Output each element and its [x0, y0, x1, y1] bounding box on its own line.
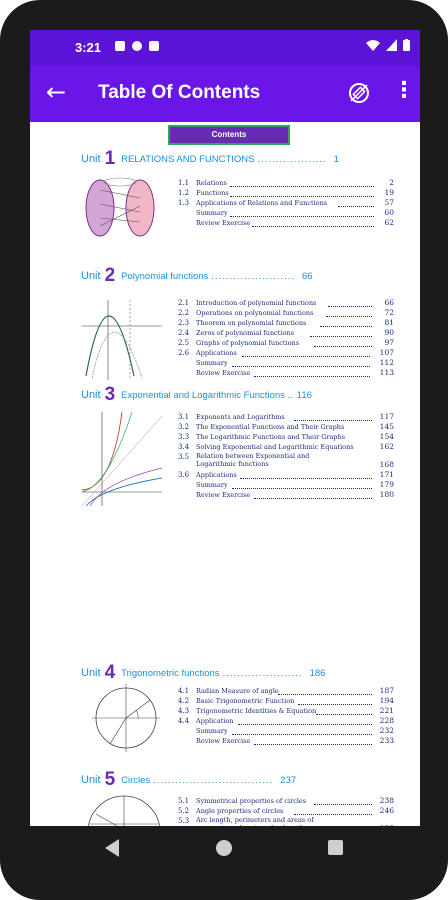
section-page: 145	[379, 422, 394, 431]
dot-leader	[254, 375, 370, 377]
section-page: 90	[384, 328, 394, 337]
section-number: 3.1	[178, 413, 190, 421]
notification-icon	[132, 41, 142, 51]
section-title: Review Exercise	[196, 219, 251, 227]
dot-leader	[314, 803, 372, 805]
section-page: 232	[379, 726, 394, 735]
document-page	[50, 122, 420, 826]
sd-card-icon	[149, 41, 159, 51]
section-title: Applications	[196, 471, 237, 479]
unit-heading	[81, 265, 313, 287]
section-number: 5.3	[178, 817, 190, 825]
section-title: Theorem on polynomial functions	[196, 319, 307, 327]
dot-leader	[298, 703, 372, 705]
unit-page: 186	[309, 668, 326, 679]
section-title: Angle properties of circles	[196, 807, 284, 815]
unit-word: Unit	[81, 270, 101, 282]
section-page: 72	[384, 308, 394, 317]
unit-word: Unit	[81, 774, 101, 786]
unit-name: RELATIONS AND FUNCTIONS	[121, 154, 255, 165]
section-page: 60	[384, 208, 394, 217]
section-page: 221	[379, 706, 394, 715]
dot-leader	[326, 315, 372, 317]
section-page: 97	[384, 338, 394, 347]
status-bar	[30, 30, 420, 66]
section-title: Application	[196, 717, 234, 725]
section-list	[178, 686, 394, 746]
section-title: Zeros of polynomial functions	[196, 329, 294, 337]
section-title: Symmetrical properties of circles	[196, 797, 307, 805]
section-number: 3.4	[178, 443, 190, 451]
section-page: 168	[379, 460, 394, 469]
unit-number: 5	[104, 769, 116, 790]
unit-number: 2	[104, 265, 116, 286]
unit-number: 3	[104, 384, 116, 405]
unit-leader: ...................	[257, 154, 327, 165]
section-row[interactable]	[178, 706, 394, 716]
section-page: 162	[379, 442, 394, 451]
section-title: Exponents and Logarithms	[196, 413, 285, 421]
unit-heading	[81, 384, 312, 406]
section-page: 187	[379, 686, 394, 695]
dot-leader	[328, 305, 372, 307]
dot-leader	[230, 215, 374, 217]
section-row[interactable]	[178, 736, 394, 746]
section-number: 3.3	[178, 433, 190, 441]
section-number: 3.6	[178, 471, 190, 479]
signal-icon	[386, 39, 397, 51]
section-list	[178, 178, 394, 228]
dot-leader	[338, 205, 374, 207]
section-number: 1.3	[178, 199, 190, 207]
unit-name: Exponential and Logarithmic Functions ..	[121, 390, 293, 401]
section-row[interactable]	[178, 308, 394, 318]
section-page: 117	[379, 412, 394, 421]
exponential-graph-illustration	[82, 412, 162, 506]
section-row[interactable]	[178, 338, 394, 348]
unit-word: Unit	[81, 667, 101, 679]
section-title: Operations on polynomial functions	[196, 309, 314, 317]
section-row[interactable]	[178, 412, 394, 422]
dot-leader	[254, 743, 372, 745]
section-title: Basic Trigonometric Function	[196, 697, 295, 705]
section-title: Summary	[196, 359, 228, 367]
section-title: Trigonometric Identities & Equation	[196, 707, 317, 715]
relations-diagram-illustration	[84, 176, 156, 240]
dot-leader	[232, 733, 372, 735]
section-list	[178, 298, 394, 378]
section-row[interactable]	[178, 490, 394, 500]
section-row[interactable]	[178, 442, 394, 452]
section-row[interactable]	[178, 696, 394, 706]
dot-leader	[242, 355, 370, 357]
section-page: 194	[379, 696, 394, 705]
nav-recents-icon[interactable]	[328, 840, 343, 855]
dot-leader	[316, 713, 372, 715]
section-title: Solving Exponential and Logarithmic Equations	[196, 443, 354, 451]
rotate-screen-icon[interactable]	[348, 82, 370, 104]
navigation-bar	[30, 826, 420, 870]
section-row[interactable]	[178, 686, 394, 696]
section-row[interactable]	[178, 480, 394, 490]
section-row[interactable]	[178, 328, 394, 338]
dot-leader	[230, 195, 374, 197]
section-title: Relations	[196, 179, 227, 187]
unit-leader: .......................	[211, 271, 295, 282]
section-page: 180	[379, 490, 394, 499]
section-title: Applications of Relations and Functions	[196, 199, 328, 207]
unit-number: 4	[104, 662, 116, 683]
section-number: 2.3	[178, 319, 190, 327]
section-page: 113	[379, 368, 394, 377]
section-number: 4.2	[178, 697, 190, 705]
dot-leader	[294, 419, 372, 421]
section-title: The Logarithmic Functions and Their Graphs	[196, 433, 346, 441]
section-title: Review Exercise	[196, 737, 251, 745]
unit-page: 1	[333, 154, 339, 165]
unit-number: 1	[104, 148, 116, 169]
section-row[interactable]	[178, 208, 394, 218]
section-page: 2	[389, 178, 394, 187]
section-number: 2.5	[178, 339, 190, 347]
notification-icon	[115, 41, 125, 51]
section-number: 5.1	[178, 797, 190, 805]
section-title: Review Exercise	[196, 491, 251, 499]
section-row[interactable]	[178, 188, 394, 198]
section-page: 233	[379, 736, 394, 745]
section-page: 19	[384, 188, 394, 197]
section-row[interactable]	[178, 716, 394, 726]
section-number: 1.1	[178, 179, 190, 187]
unit-word: Unit	[81, 153, 101, 165]
section-title: Summary	[196, 481, 228, 489]
section-page: 246	[379, 806, 394, 815]
section-title: Review Exercise	[196, 369, 251, 377]
section-title: Applications	[196, 349, 237, 357]
dot-leader	[294, 813, 372, 815]
section-row[interactable]	[178, 218, 394, 228]
section-page: 62	[384, 218, 394, 227]
unit-leader: ......................	[222, 668, 303, 679]
polynomial-graph-illustration	[82, 296, 162, 380]
section-row[interactable]	[178, 178, 394, 188]
dot-leader	[314, 345, 372, 347]
notification-icons	[115, 41, 159, 51]
section-page: 228	[379, 716, 394, 725]
dot-leader	[252, 225, 374, 227]
unit-leader: .................................	[153, 775, 274, 786]
dot-leader	[254, 497, 372, 499]
dot-leader	[232, 365, 370, 367]
section-number: 2.4	[178, 329, 190, 337]
section-list	[178, 412, 394, 500]
section-number: 3.5	[178, 453, 190, 461]
section-title: Functions	[196, 189, 229, 197]
section-number: 3.2	[178, 423, 190, 431]
unit-name: Trigonometric functions	[121, 668, 220, 679]
section-page: 112	[379, 358, 394, 367]
system-icons	[366, 39, 410, 51]
unit-circle-illustration	[92, 684, 160, 752]
section-number: 2.6	[178, 349, 190, 357]
unit-name: Circles	[121, 775, 151, 786]
more-options-icon[interactable]: ⋮	[393, 78, 415, 103]
back-arrow-icon[interactable]: ←	[46, 78, 67, 106]
section-title: Summary	[196, 209, 228, 217]
section-page: 81	[384, 318, 394, 327]
screen	[30, 30, 420, 826]
battery-icon	[403, 39, 410, 51]
section-title: Introduction of polynomial functions	[196, 299, 317, 307]
section-number: 2.2	[178, 309, 190, 317]
unit-page: 237	[280, 775, 297, 786]
section-page: 179	[379, 480, 394, 489]
section-number: 5.2	[178, 807, 190, 815]
section-number: 4.1	[178, 687, 190, 695]
wifi-icon	[366, 39, 380, 51]
unit-name: Polynomial functions	[121, 271, 209, 282]
section-row[interactable]	[178, 422, 394, 432]
section-page: 107	[379, 348, 394, 357]
section-row[interactable]	[178, 358, 394, 368]
section-row[interactable]	[178, 368, 394, 378]
unit-page: 66	[302, 271, 313, 282]
dot-leader	[230, 185, 374, 187]
section-title: The Exponential Functions and Their Graphs	[196, 423, 345, 431]
section-page: 57	[384, 198, 394, 207]
section-row[interactable]	[178, 348, 394, 358]
page-title: Table Of Contents	[98, 82, 261, 103]
nav-back-icon[interactable]	[105, 839, 119, 857]
unit-word: Unit	[81, 389, 101, 401]
dot-leader	[320, 325, 372, 327]
section-page: 171	[379, 470, 394, 479]
section-row[interactable]	[178, 470, 394, 480]
contents-label: Contents	[168, 125, 290, 145]
section-page: 154	[379, 432, 394, 441]
section-title: Relation between Exponential and Logarithmic functions	[196, 452, 310, 468]
dot-leader	[232, 487, 372, 489]
section-row[interactable]	[178, 298, 394, 308]
section-number: 4.3	[178, 707, 190, 715]
status-time: 3:21	[75, 40, 102, 55]
section-title: Radian Measure of angle	[196, 687, 279, 695]
section-title: Arc length, perimeters and areas of	[196, 816, 314, 824]
section-number: 1.2	[178, 189, 190, 197]
section-row[interactable]	[178, 806, 394, 816]
section-page: 238	[379, 796, 394, 805]
section-title: Graphs of polynomial functions	[196, 339, 300, 347]
section-number: 2.1	[178, 299, 190, 307]
dot-leader	[310, 335, 372, 337]
unit-heading	[81, 769, 296, 791]
section-row[interactable]	[178, 198, 394, 208]
section-number: 4.4	[178, 717, 190, 725]
section-row[interactable]	[178, 796, 394, 806]
dot-leader	[240, 477, 372, 479]
section-row[interactable]	[178, 318, 394, 328]
nav-home-icon[interactable]	[216, 840, 232, 856]
unit-page: 116	[296, 390, 312, 401]
unit-heading	[81, 662, 325, 684]
section-title: Summary	[196, 727, 228, 735]
dot-leader	[278, 693, 372, 695]
dot-leader	[238, 723, 372, 725]
section-row[interactable]	[178, 452, 394, 470]
app-bar	[30, 66, 420, 122]
section-row[interactable]	[178, 726, 394, 736]
section-row[interactable]	[178, 432, 394, 442]
unit-heading	[81, 148, 339, 170]
section-page: 66	[384, 298, 394, 307]
